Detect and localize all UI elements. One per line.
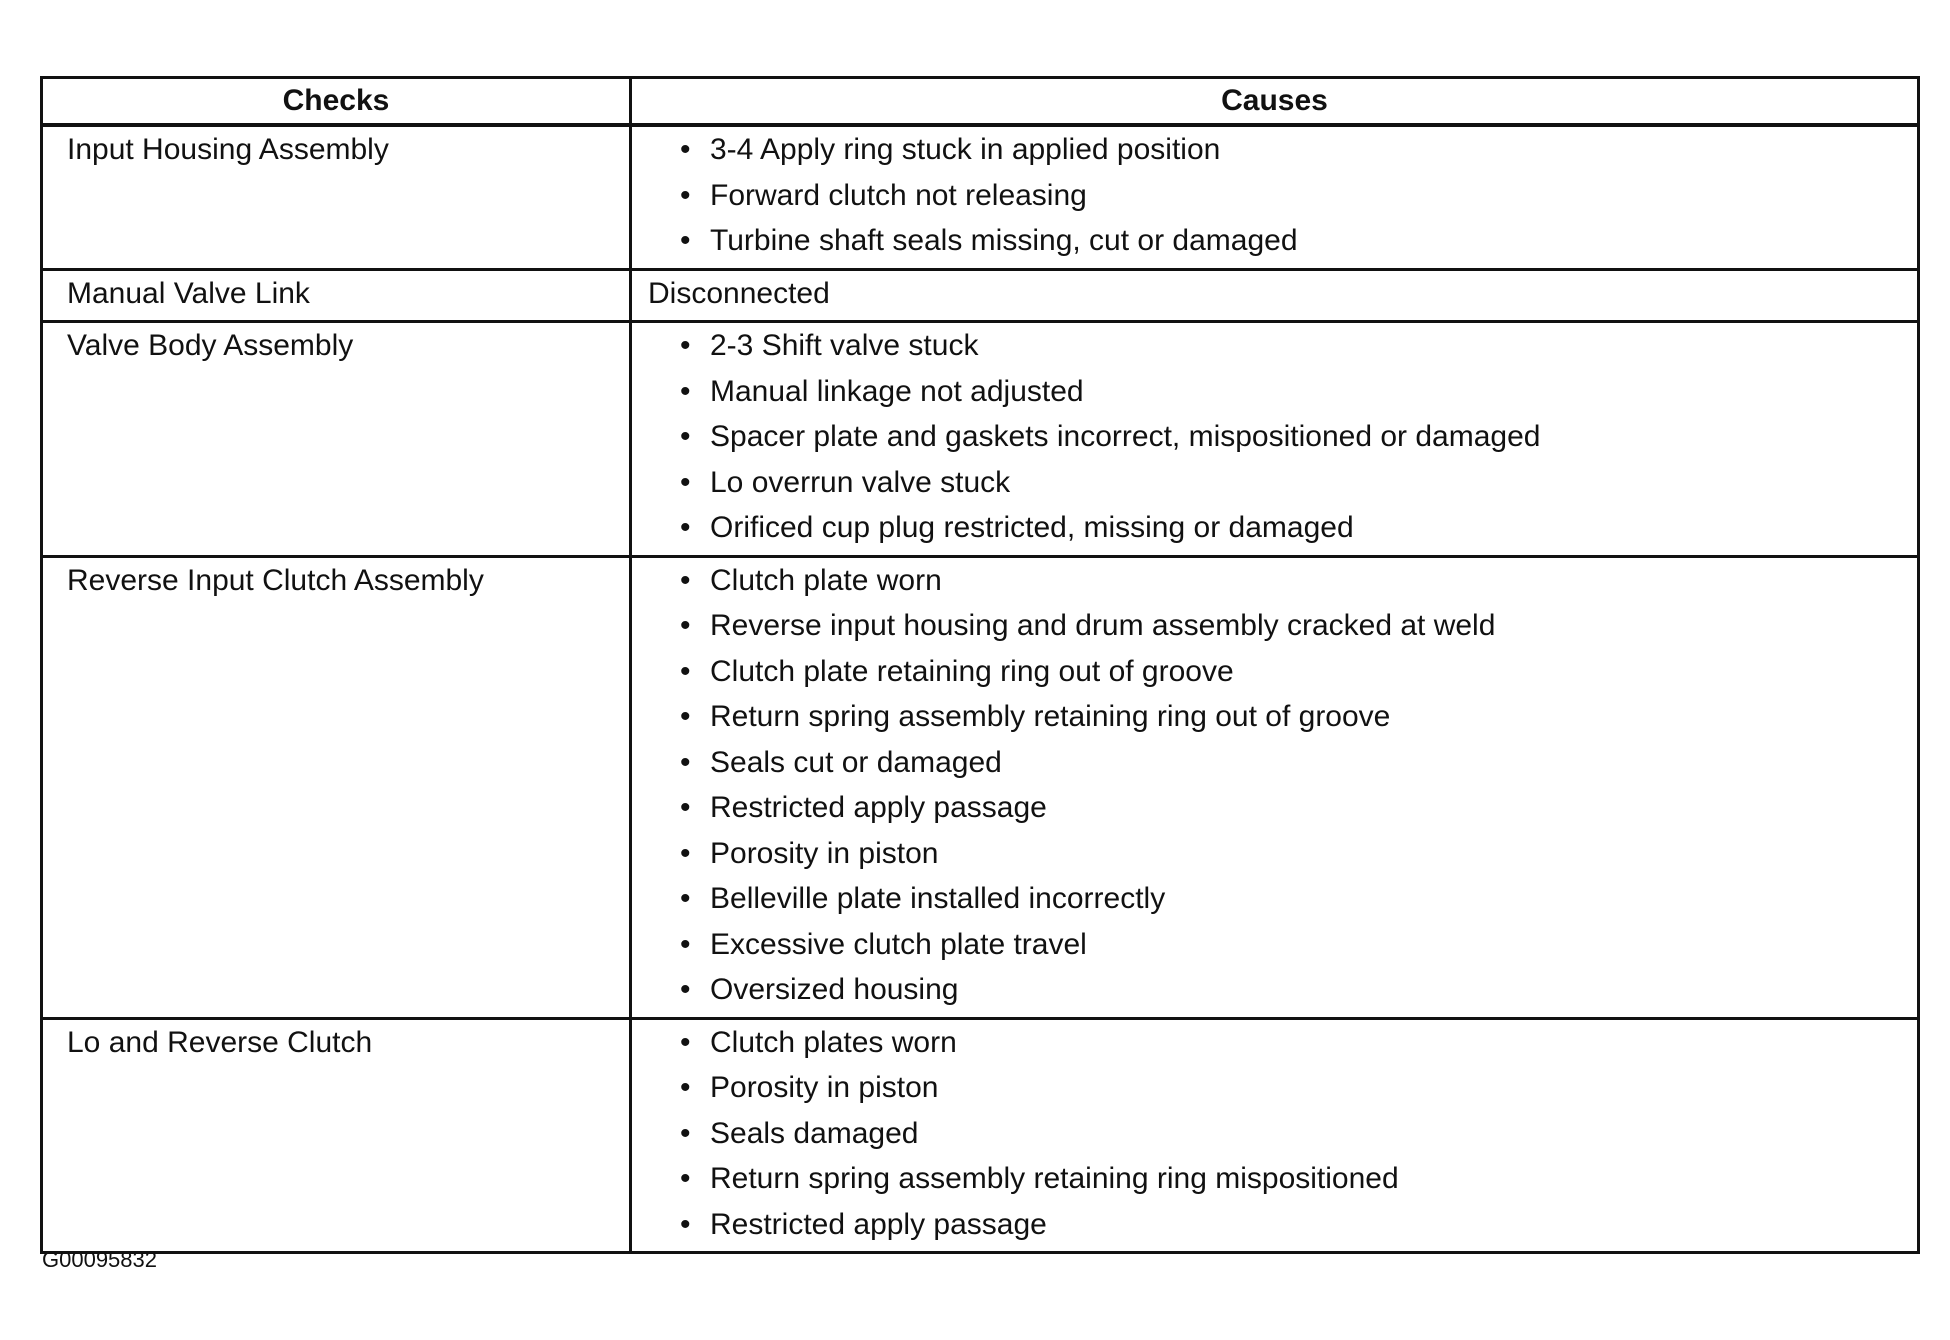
cause-item: • Excessive clutch plate travel <box>648 922 1917 968</box>
check-cell: Lo and Reverse Clutch <box>42 1018 631 1253</box>
causes-cell <box>631 1018 1919 1253</box>
causes-list <box>648 127 1917 264</box>
figure-id: G00095832 <box>42 1247 157 1272</box>
cause-item: • Seals damaged <box>648 1111 1917 1157</box>
causes-list <box>648 558 1917 1013</box>
causes-list <box>648 1020 1917 1248</box>
cause-item: • Clutch plate retaining ring out of groove <box>648 649 1917 695</box>
cause-item: • Forward clutch not releasing <box>648 173 1917 219</box>
diagnosis-table <box>40 76 1920 1254</box>
header-checks: Checks <box>42 78 631 126</box>
cause-item: • Belleville plate installed incorrectly <box>648 876 1917 922</box>
cause-item: • Restricted apply passage <box>648 1202 1917 1248</box>
cause-item: • Return spring assembly retaining ring out of groove <box>648 694 1917 740</box>
cause-item: • 3-4 Apply ring stuck in applied position <box>648 127 1917 173</box>
cause-item: • Clutch plate worn <box>648 558 1917 604</box>
check-cell: Reverse Input Clutch Assembly <box>42 556 631 1018</box>
check-cell: Valve Body Assembly <box>42 322 631 557</box>
cause-item: • 2-3 Shift valve stuck <box>648 323 1917 369</box>
table-row <box>42 125 1919 269</box>
table-row <box>42 556 1919 1018</box>
cause-item: • Orificed cup plug restricted, missing or damaged <box>648 505 1917 551</box>
causes-cell <box>631 125 1919 269</box>
causes-cell <box>631 556 1919 1018</box>
check-cell: Manual Valve Link <box>42 269 631 322</box>
cause-item: • Clutch plates worn <box>648 1020 1917 1066</box>
table-row <box>42 269 1919 322</box>
causes-list <box>648 323 1917 551</box>
cause-text: Disconnected <box>631 269 1919 322</box>
cause-item: • Turbine shaft seals missing, cut or damaged <box>648 218 1917 264</box>
cause-item: • Porosity in piston <box>648 1065 1917 1111</box>
table-row <box>42 1018 1919 1253</box>
cause-item: • Spacer plate and gaskets incorrect, mispositioned or damaged <box>648 414 1917 460</box>
causes-cell <box>631 322 1919 557</box>
cause-item: • Lo overrun valve stuck <box>648 460 1917 506</box>
cause-item: • Reverse input housing and drum assembly cracked at weld <box>648 603 1917 649</box>
check-cell: Input Housing Assembly <box>42 125 631 269</box>
cause-item: • Manual linkage not adjusted <box>648 369 1917 415</box>
header-row <box>42 78 1919 126</box>
header-causes: Causes <box>631 78 1919 126</box>
cause-item: • Oversized housing <box>648 967 1917 1013</box>
cause-item: • Restricted apply passage <box>648 785 1917 831</box>
cause-item: • Porosity in piston <box>648 831 1917 877</box>
cause-item: • Return spring assembly retaining ring mispositioned <box>648 1156 1917 1202</box>
table-row <box>42 322 1919 557</box>
cause-item: • Seals cut or damaged <box>648 740 1917 786</box>
